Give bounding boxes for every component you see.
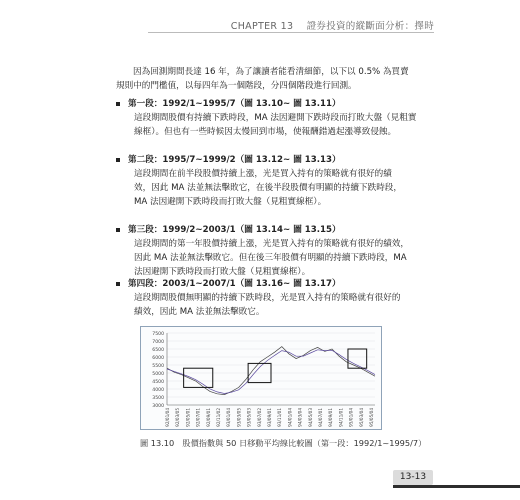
y-tick-label: 5000	[152, 371, 164, 377]
y-tick-label: 5500	[152, 363, 164, 369]
section-line: 這段期間股價有持續下跌時段，MA 法因避開下跌時段而打敗大盤（見粗實	[134, 113, 417, 123]
y-tick-label: 3000	[152, 403, 164, 409]
x-tick-label: 92/07/01	[195, 408, 201, 427]
stock-ma-chart	[141, 327, 381, 429]
section-line: 線框）。但也有一些時候因太慢回到市場，使報酬錯過起漲導致侵蝕。	[134, 127, 397, 137]
x-tick-label: 94/07/01	[318, 408, 323, 427]
x-tick-label: 94/09/01	[328, 408, 334, 427]
intro-paragraph	[116, 65, 434, 93]
x-tick-label: 93/09/01	[267, 408, 272, 427]
x-tick-label: 92/01/04	[165, 408, 170, 427]
section-heading: 第三段：1999/2~2003/1（圖 13.14~ 圖 13.15）	[116, 223, 434, 237]
section-line: 這段期間股價無明顯的持續下跌時段，光是買入持有的策略就有很好的	[134, 293, 401, 303]
section-line: 效，因此 MA 法並無法擊敗它，在後半段股價有明顯的持續下跌時段，	[134, 183, 402, 193]
running-header	[231, 18, 434, 32]
intro-line: 規則中的門檻值，以每四年為一個階段，分四個階段進行回測。	[116, 81, 357, 91]
section-line: 因此 MA 法並無法擊敗它。但在後三年股價有明顯的持續下跌時段，MA	[134, 253, 407, 263]
x-tick-label: 95/05/04	[369, 408, 374, 427]
chapter-label: CHAPTER 13	[230, 21, 294, 32]
chapter-title: 證券投資的縱斷面分析：擇時	[306, 21, 434, 32]
x-tick-label: 92/11/02	[216, 408, 221, 427]
bullet-icon	[116, 228, 120, 232]
x-tick-label: 95/01/04	[348, 408, 354, 427]
x-tick-label: 94/11/01	[338, 408, 344, 427]
y-tick-label: 3500	[152, 395, 164, 401]
intro-line: 因為回測期間長達 16 年，為了讓讀者能看清細節，以下以 0.5% 為買賣	[133, 67, 409, 77]
section-line: MA 法因避開下跌時段而打敗大盤（見粗實線框）。	[134, 197, 327, 207]
section-2	[116, 153, 434, 209]
y-tick-label: 4500	[152, 379, 164, 385]
header-divider	[148, 32, 434, 33]
y-tick-label: 7000	[152, 339, 164, 345]
bullet-icon	[116, 102, 120, 106]
section-line: 績效，因此 MA 法並無法擊敗它。	[134, 307, 265, 317]
y-tick-label: 7500	[152, 331, 164, 337]
section-line: 法因避開下跌時段而打敗大盤（見粗實線框）。	[134, 267, 311, 277]
page-bar	[393, 485, 520, 488]
y-tick-label: 4000	[152, 387, 164, 393]
x-tick-label: 93/11/01	[277, 408, 283, 427]
x-tick-label: 95/03/04	[358, 408, 364, 427]
x-tick-label: 93/03/05	[236, 408, 242, 427]
x-tick-label: 94/03/04	[297, 408, 303, 427]
section-line: 這段期間在前半段股價持續上漲，光是買入持有的策略就有很好的績	[134, 169, 392, 179]
x-tick-label: 93/07/02	[256, 408, 262, 427]
x-tick-label: 93/05/03	[246, 408, 252, 427]
section-4	[116, 277, 434, 319]
bullet-icon	[116, 158, 120, 162]
section-heading: 第四段：2003/1~2007/1（圖 13.16~ 圖 13.17）	[116, 277, 434, 291]
x-tick-label: 92/09/01	[205, 408, 211, 427]
x-tick-label: 93/01/04	[226, 408, 232, 427]
x-tick-label: 92/03/05	[175, 408, 181, 427]
y-tick-label: 6000	[152, 355, 164, 361]
section-line: 這段期間的第一年股價持續上漲，光是買入持有的策略就有很好的績效，	[134, 239, 410, 249]
page-number: 13-13	[393, 470, 433, 485]
section-3	[116, 223, 434, 279]
chart-frame	[140, 326, 382, 430]
section-1	[116, 97, 434, 139]
x-tick-label: 92/05/01	[185, 408, 191, 427]
bullet-icon	[116, 282, 120, 286]
x-tick-label: 94/01/04	[287, 408, 293, 427]
section-heading: 第一段：1992/1~1995/7（圖 13.10~ 圖 13.11）	[116, 97, 434, 111]
section-heading: 第二段：1995/7~1999/2（圖 13.12~ 圖 13.13）	[116, 153, 434, 167]
figure-caption: 圖 13.10 股價指數與 50 日移動平均線比較圖（第一段：1992/1~1995/7）	[140, 438, 427, 448]
x-tick-label: 94/05/03	[307, 408, 313, 427]
y-tick-label: 6500	[152, 347, 164, 353]
